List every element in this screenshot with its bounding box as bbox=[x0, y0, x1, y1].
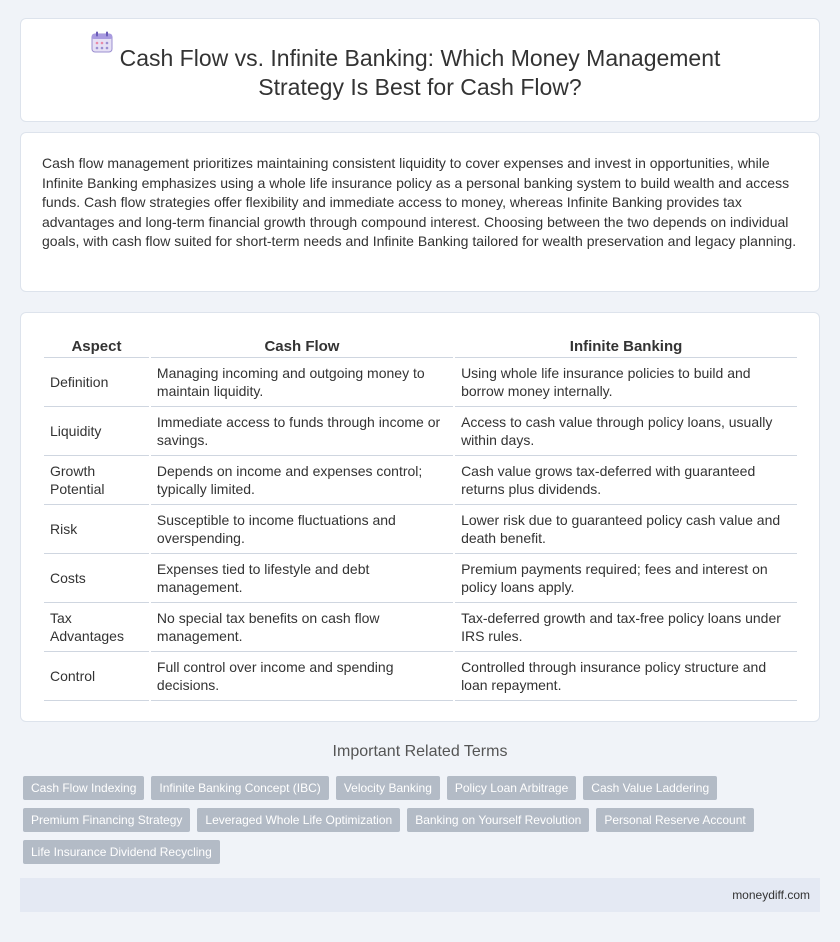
header-card bbox=[20, 18, 820, 122]
cell-infinite-banking: Access to cash value through policy loans, usually within days. bbox=[455, 407, 797, 456]
cell-aspect: Liquidity bbox=[44, 407, 149, 456]
related-terms-tags bbox=[23, 776, 823, 872]
cell-aspect: Definition bbox=[44, 358, 149, 407]
cell-infinite-banking: Lower risk due to guaranteed policy cash value and death benefit. bbox=[455, 505, 797, 554]
tag-row bbox=[23, 776, 823, 800]
related-term-tag[interactable]: Leveraged Whole Life Optimization bbox=[197, 808, 400, 832]
cell-aspect: Growth Potential bbox=[44, 456, 149, 505]
cell-aspect: Risk bbox=[44, 505, 149, 554]
related-term-tag[interactable]: Infinite Banking Concept (IBC) bbox=[151, 776, 328, 800]
cell-cash-flow: Immediate access to funds through income or savings. bbox=[151, 407, 453, 456]
header-aspect: Aspect bbox=[44, 335, 149, 358]
cell-infinite-banking: Using whole life insurance policies to build and borrow money internally. bbox=[455, 358, 797, 407]
tag-row bbox=[23, 840, 823, 864]
related-term-tag[interactable]: Policy Loan Arbitrage bbox=[447, 776, 576, 800]
cell-infinite-banking: Premium payments required; fees and interest on policy loans apply. bbox=[455, 554, 797, 603]
comparison-table-card bbox=[20, 312, 820, 722]
table-row bbox=[44, 358, 797, 407]
related-terms-heading: Important Related Terms bbox=[332, 743, 508, 760]
table-row bbox=[44, 407, 797, 456]
cell-infinite-banking: Tax-deferred growth and tax-free policy loans under IRS rules. bbox=[455, 603, 797, 652]
cell-cash-flow: Depends on income and expenses control; typically limited. bbox=[151, 456, 453, 505]
related-term-tag[interactable]: Velocity Banking bbox=[336, 776, 440, 800]
cell-infinite-banking: Controlled through insurance policy structure and loan repayment. bbox=[455, 652, 797, 701]
tag-row bbox=[23, 808, 823, 832]
table-row bbox=[44, 456, 797, 505]
footer-bar bbox=[20, 878, 820, 912]
cell-cash-flow: Managing incoming and outgoing money to maintain liquidity. bbox=[151, 358, 453, 407]
page-title: Cash Flow vs. Infinite Banking: Which Money Management Strategy Is Best for Cash Flow? bbox=[119, 45, 721, 100]
cell-aspect: Costs bbox=[44, 554, 149, 603]
header-infinite-banking: Infinite Banking bbox=[455, 335, 797, 358]
table-row bbox=[44, 554, 797, 603]
related-term-tag[interactable]: Life Insurance Dividend Recycling bbox=[23, 840, 220, 864]
cell-infinite-banking: Cash value grows tax-deferred with guaranteed returns plus dividends. bbox=[455, 456, 797, 505]
related-term-tag[interactable]: Banking on Yourself Revolution bbox=[407, 808, 589, 832]
related-term-tag[interactable]: Personal Reserve Account bbox=[596, 808, 753, 832]
cell-cash-flow: Susceptible to income fluctuations and overspending. bbox=[151, 505, 453, 554]
related-term-tag[interactable]: Cash Value Laddering bbox=[583, 776, 717, 800]
table-row bbox=[44, 652, 797, 701]
intro-card bbox=[20, 132, 820, 292]
table-header-row bbox=[44, 335, 797, 358]
related-term-tag[interactable]: Premium Financing Strategy bbox=[23, 808, 190, 832]
header-cash-flow: Cash Flow bbox=[151, 335, 453, 358]
comparison-table bbox=[42, 335, 799, 701]
related-term-tag[interactable]: Cash Flow Indexing bbox=[23, 776, 144, 800]
cell-cash-flow: Expenses tied to lifestyle and debt management. bbox=[151, 554, 453, 603]
table-row bbox=[44, 603, 797, 652]
footer-site-name[interactable]: moneydiff.com bbox=[732, 888, 810, 902]
intro-paragraph: Cash flow management prioritizes maintaining consistent liquidity to cover expenses and invest in opportunities, while Infinite Banking emphasizes using a whole life insurance policy as a personal banking system to build wealth and access funds. Cash flow strategies offer flexibility and immediate access to money, whereas Infinite Banking provides tax advantages and long-term financial growth through compound interest. Choosing between the two depends on individual goals, with cash flow suited for short-term needs and Infinite Banking tailored for wealth preservation and legacy planning. bbox=[42, 155, 797, 249]
cell-cash-flow: Full control over income and spending decisions. bbox=[151, 652, 453, 701]
table-row bbox=[44, 505, 797, 554]
cell-aspect: Tax Advantages bbox=[44, 603, 149, 652]
cell-aspect: Control bbox=[44, 652, 149, 701]
cell-cash-flow: No special tax benefits on cash flow management. bbox=[151, 603, 453, 652]
